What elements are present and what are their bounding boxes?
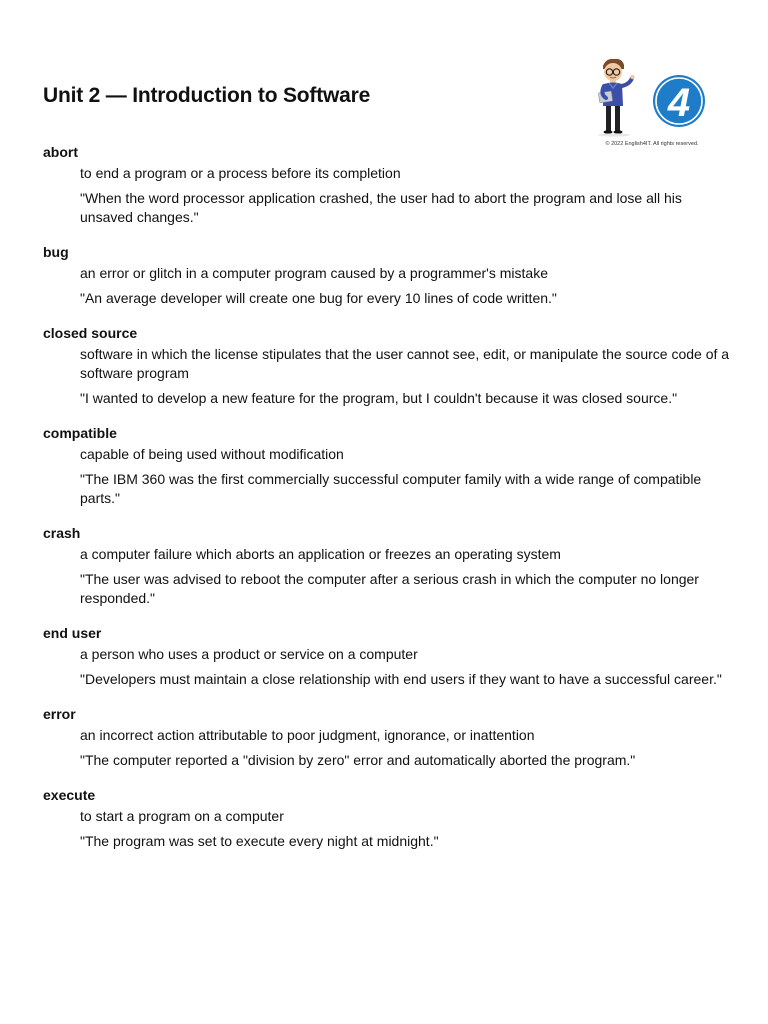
glossary-entry <box>43 424 733 508</box>
english4it-logo <box>594 56 710 152</box>
glossary-entry <box>43 243 733 308</box>
glossary-term: bug <box>43 244 69 260</box>
glossary-term: abort <box>43 144 78 160</box>
glossary-entry <box>43 524 733 608</box>
glossary-definition: to end a program or a process before its completion <box>80 165 401 181</box>
glossary-example: "When the word processor application crashed, the user had to abort the program and lose all his unsaved changes." <box>80 190 682 225</box>
glossary-entry <box>43 143 733 227</box>
logo-number: 4 <box>667 81 691 125</box>
glossary-entry <box>43 624 733 689</box>
glossary-entry <box>43 705 733 770</box>
glossary-definition: capable of being used without modification <box>80 446 344 462</box>
glossary-term: execute <box>43 787 96 803</box>
glossary-list <box>43 143 733 867</box>
glossary-definition: an error or glitch in a computer program caused by a programmer's mistake <box>80 265 548 281</box>
glossary-definition: software in which the license stipulates that the user cannot see, edit, or manipulate the source code of a software program <box>80 346 730 381</box>
glossary-example: "The computer reported a "division by zero" error and automatically aborted the program." <box>80 752 636 768</box>
glossary-example: "The user was advised to reboot the computer after a serious crash in which the computer no longer responded." <box>80 571 699 606</box>
copyright-notice: © 2022 English4IT. All rights reserved. <box>605 141 699 147</box>
glossary-definition: a person who uses a product or service on a computer <box>80 646 418 662</box>
cartoon-developer-icon <box>594 56 710 140</box>
glossary-term: compatible <box>43 425 117 441</box>
glossary-entry <box>43 324 733 408</box>
glossary-term: error <box>43 706 76 722</box>
glossary-term: crash <box>43 525 81 541</box>
glossary-term: closed source <box>43 325 138 341</box>
glossary-example: "Developers must maintain a close relationship with end users if they want to have a successful career." <box>80 671 722 687</box>
glossary-definition: to start a program on a computer <box>80 808 284 824</box>
glossary-example: "I wanted to develop a new feature for the program, but I couldn't because it was closed source." <box>80 390 678 406</box>
page-title: Unit 2 — Introduction to Software <box>43 84 371 107</box>
glossary-term: end user <box>43 625 102 641</box>
glossary-definition: an incorrect action attributable to poor judgment, ignorance, or inattention <box>80 727 535 743</box>
glossary-example: "The program was set to execute every night at midnight." <box>80 833 439 849</box>
glossary-example: "The IBM 360 was the first commercially successful computer family with a wide range of compatible parts." <box>80 471 702 506</box>
glossary-entry <box>43 786 733 851</box>
glossary-definition: a computer failure which aborts an application or freezes an operating system <box>80 546 561 562</box>
glossary-example: "An average developer will create one bug for every 10 lines of code written." <box>80 290 557 306</box>
